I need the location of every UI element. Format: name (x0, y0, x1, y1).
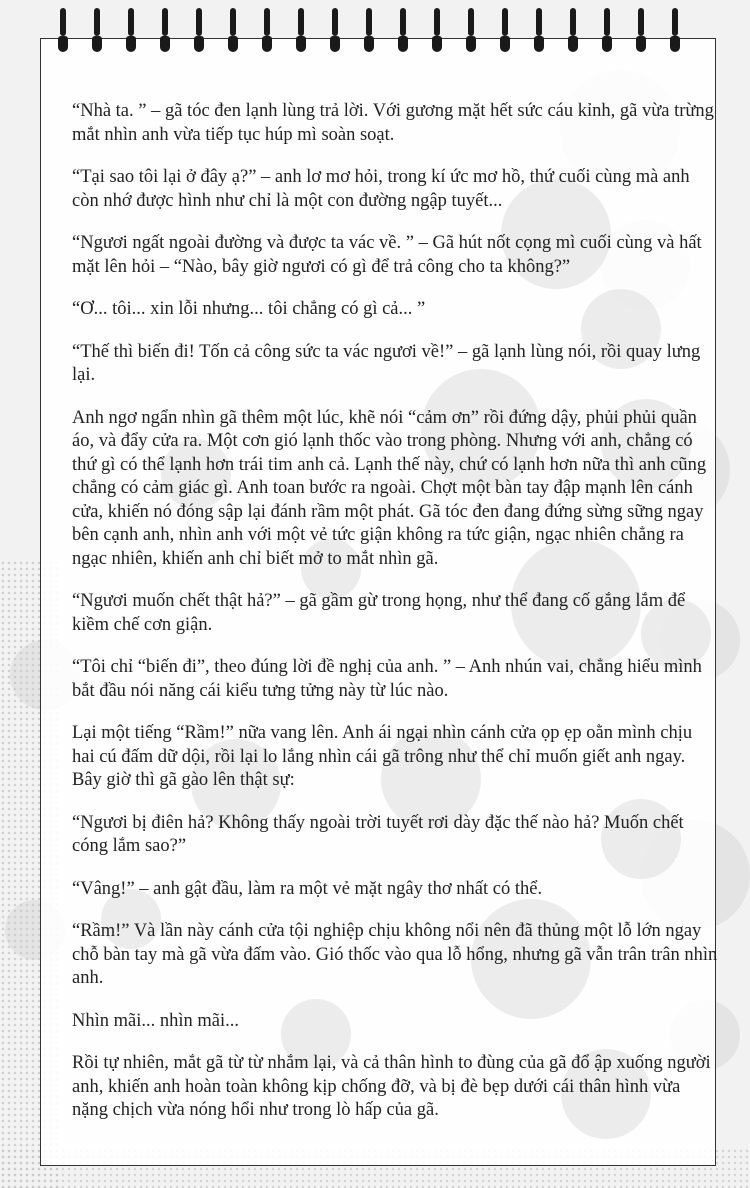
paragraph: “Ơ... tôi... xin lỗi nhưng... tôi chẳng có gì cả... ” (72, 299, 426, 319)
paragraph: Rồi tự nhiên, mắt gã từ từ nhắm lại, và cả thân hình to đùng của gã đổ ập xuống người anh, khiến anh hoàn toàn không kịp chống đỡ, và bị đè bẹp dưới cái thân hình vừa nặng chịch vừa nóng hổi như trong lò hấp của gã. (72, 1053, 711, 1120)
paragraph: Nhìn mãi... nhìn mãi... (72, 1010, 239, 1031)
paragraph: Anh ngơ ngẩn nhìn gã thêm một lúc, khẽ nói “cảm ơn” rồi đứng dậy, phủi phủi quần áo, và đẩy cửa ra. Một cơn gió lạnh thốc vào trong phòng. Nhưng với anh, chẳng có thứ gì có thể lạnh hơn trái tim anh cả. Lạnh thế này, chứ có lạnh hơn nữa thì anh cũng chẳng có cảm giác gì. Anh toan bước ra ngoài. Chợt một bàn tay đập mạnh lên cánh cửa, khiến nó đóng sập lại đánh rầm một phát. Gã tóc đen đang đứng sừng sững ngay bên cạnh anh, nhìn anh với một vẻ tức giận không ra tức giận, ngạc nhiên chẳng ra ngạc nhiên, khiến anh chỉ biết mở to mắt nhìn gã. (72, 407, 707, 569)
paragraph: “Tôi chỉ “biến đi”, theo đúng lời đề nghị của anh. ” – Anh nhún vai, chẳng hiểu mình bắt đầu nói năng cái kiểu tưng tửng này từ lúc nào. (72, 657, 702, 701)
paragraph: “Nhà ta. ” – gã tóc đen lạnh lùng trả lời. Với gương mặt hết sức cáu kỉnh, gã vừa trừng mắt nhìn anh vừa tiếp tục húp mì soàn soạt. (72, 101, 714, 145)
paragraph: “Ngươi bị điên hả? Không thấy ngoài trời tuyết rơi dày đặc thế nào hả? Muốn chết cóng lắm sao?” (72, 812, 684, 856)
spiral-binding (58, 8, 698, 58)
paragraph: “Tại sao tôi lại ở đây ạ?” – anh lơ mơ hỏi, trong kí ức mơ hồ, thứ cuối cùng mà anh còn nhớ được hình như chỉ là một con đường ngập tuyết... (72, 167, 690, 211)
paragraph: Lại một tiếng “Rầm!” nữa vang lên. Anh ái ngại nhìn cánh cửa ọp ẹp oằn mình chịu hai cú đấm dữ dội, rồi lại lo lắng nhìn cái gã trông như thể chỉ muốn giết anh ngay. Bây giờ thì gã gào lên thật sự: (72, 723, 693, 790)
paragraph: “Thế thì biến đi! Tốn cả công sức ta vác ngươi về!” – gã lạnh lùng nói, rồi quay lưng lại. (72, 341, 701, 385)
paragraph: “Vâng!” – anh gật đầu, làm ra một vẻ mặt ngây thơ nhất có thể. (72, 878, 543, 899)
story-text (72, 100, 718, 1142)
paragraph: “Rầm!” Và lần này cánh cửa tội nghiệp chịu không nổi nên đã thủng một lỗ lớn ngay chỗ bàn tay mà gã vừa đấm vào. Gió thốc vào qua lỗ hổng, nhưng gã vẫn trân trân nhìn anh. (72, 921, 718, 988)
paragraph: “Ngươi muốn chết thật hả?” – gã gầm gừ trong họng, như thể đang cố gắng lắm để kiềm chế cơn giận. (72, 591, 686, 635)
paragraph: “Ngươi ngất ngoài đường và được ta vác về. ” – Gã hút nốt cọng mì cuối cùng và hất mặt lên hỏi – “Nào, bây giờ ngươi có gì để trả công cho ta không?” (72, 233, 702, 277)
